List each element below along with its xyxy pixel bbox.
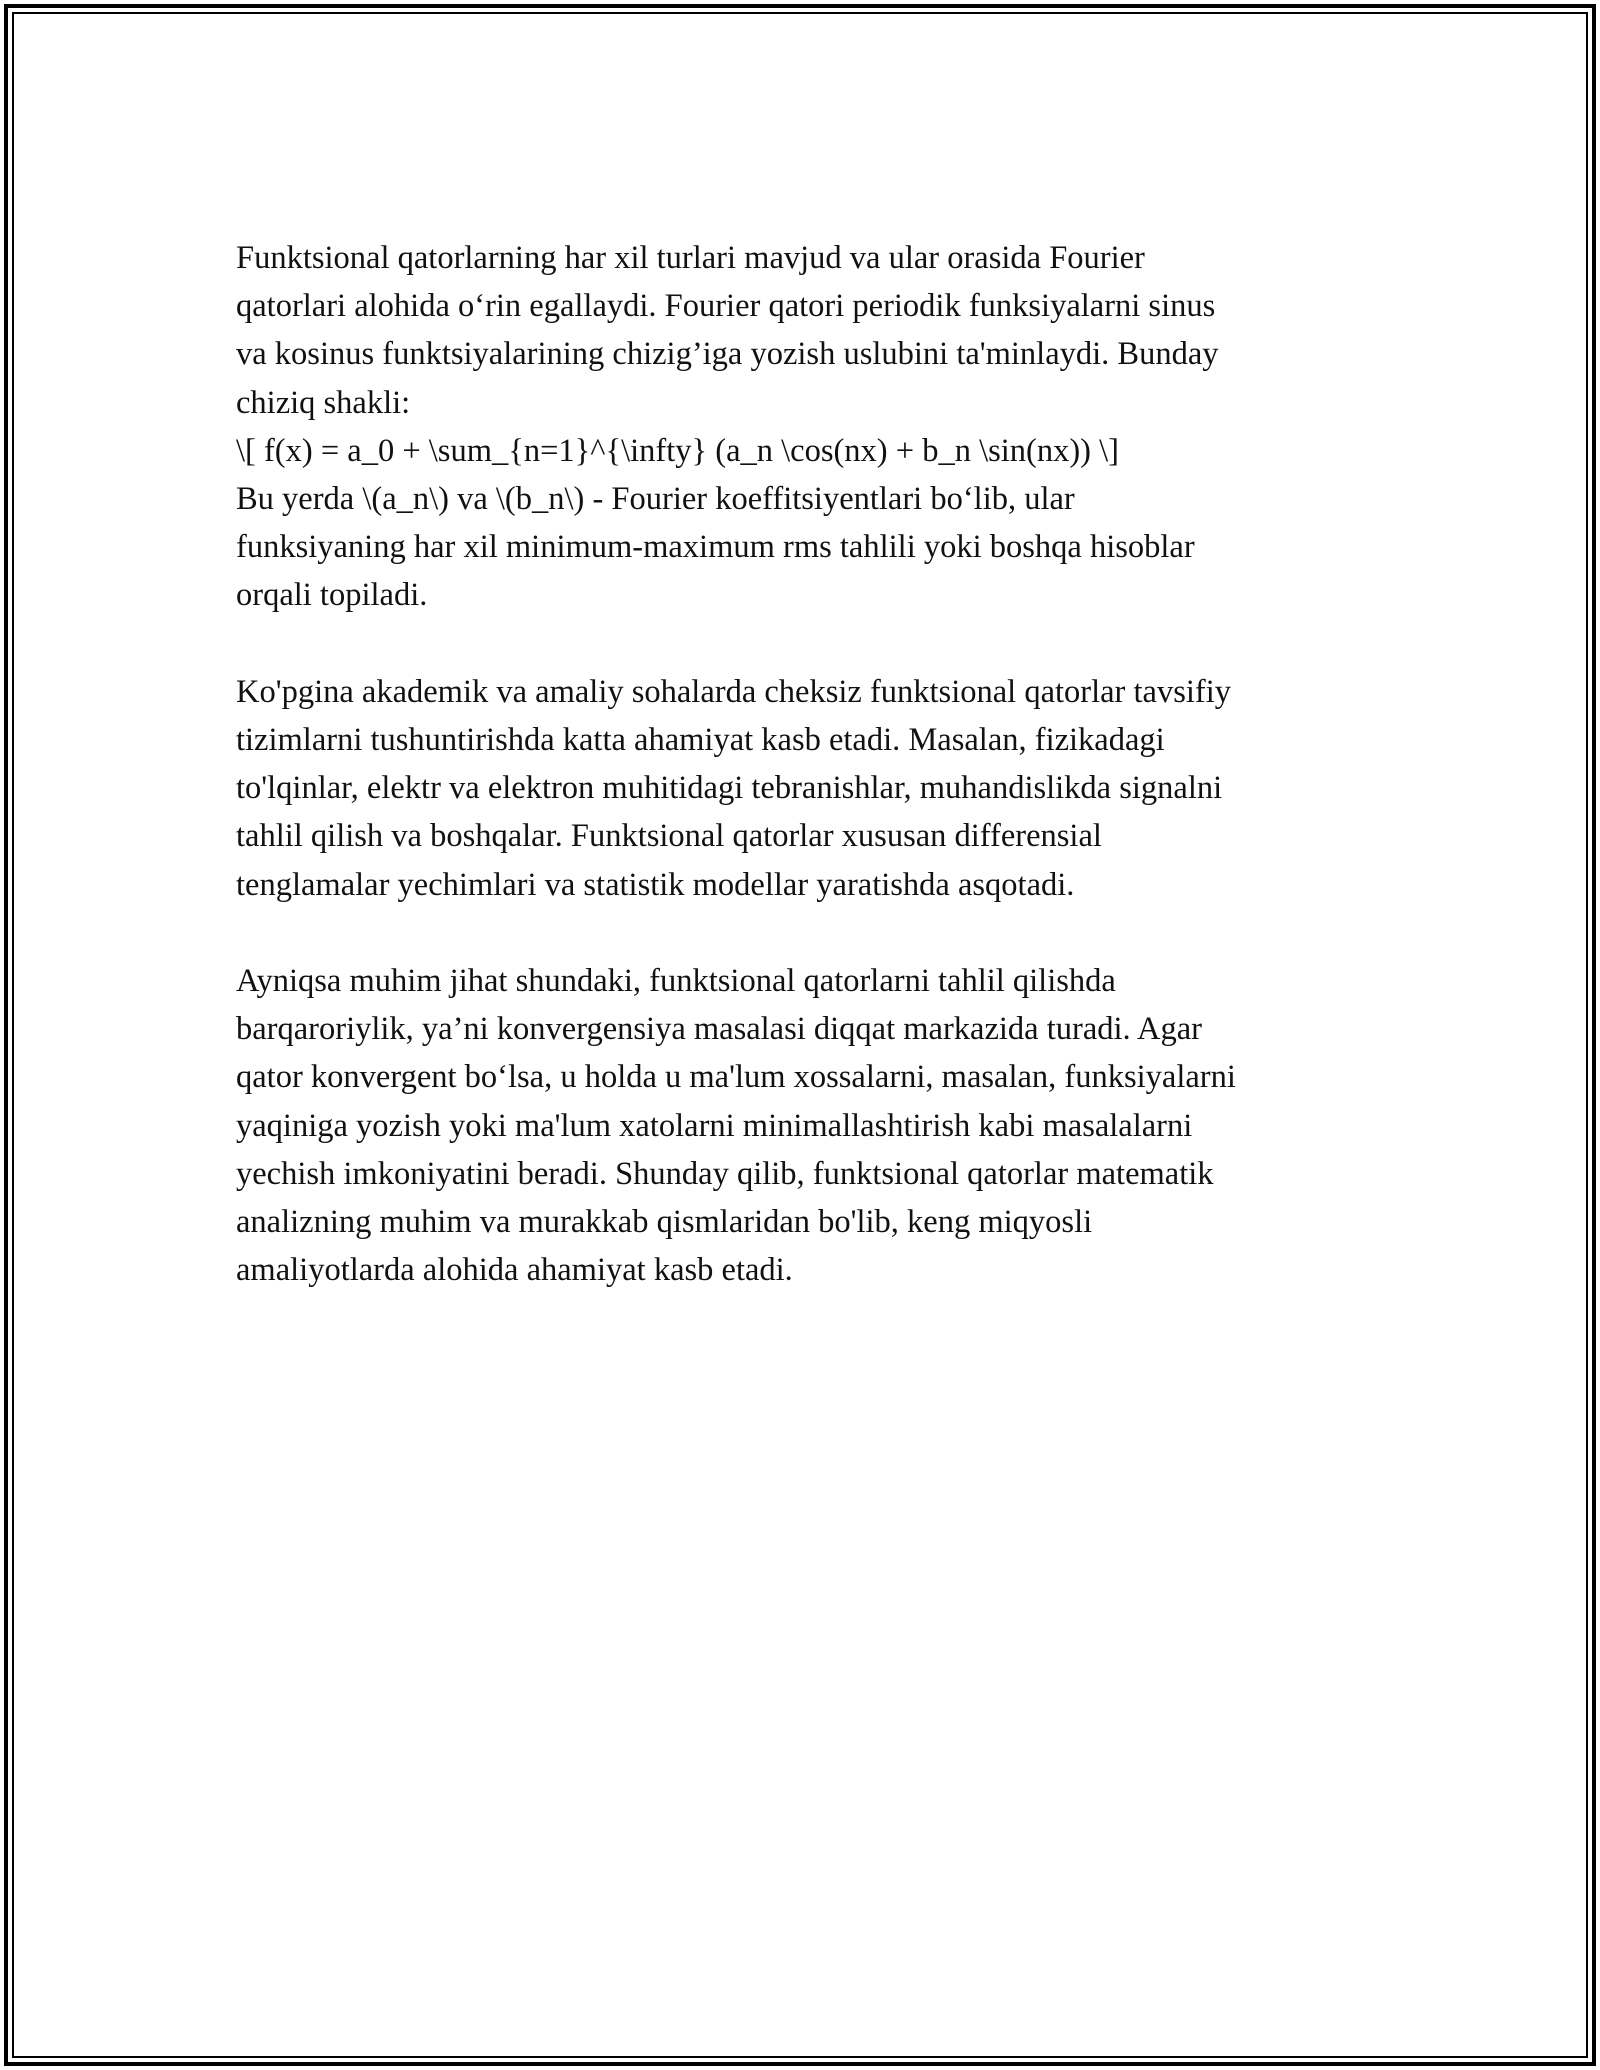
- text-line: Ayniqsa muhim jihat shundaki, funktsional qatorlarni tahlil qilishda: [236, 963, 1116, 1000]
- text-line: analizning muhim va murakkab qismlaridan bo'lib, keng miqyosli: [236, 1204, 1093, 1241]
- paragraph-fourier-series: [236, 234, 1376, 620]
- formula-line: \[ f(x) = a_0 + \sum_{n=1}^{\infty} (a_n \cos(nx) + b_n \sin(nx)) \]: [236, 432, 1119, 469]
- paragraph-convergence: [236, 957, 1376, 1294]
- text-line: tenglamalar yechimlari va statistik modellar yaratishda asqotadi.: [236, 866, 1075, 903]
- text-line: barqaroriylik, ya’ni konvergensiya masalasi diqqat markazida turadi. Agar: [236, 1011, 1202, 1048]
- paragraph-applications: [236, 668, 1376, 909]
- text-line: yaqiniga yozish yoki ma'lum xatolarni minimallashtirish kabi masalalarni: [236, 1107, 1193, 1144]
- text-line: Ko'pgina akademik va amaliy sohalarda cheksiz funktsional qatorlar tavsifiy: [236, 673, 1231, 710]
- text-line: va kosinus funktsiyalarining chizig’iga yozish uslubini ta'minlaydi. Bunday: [236, 336, 1219, 373]
- text-line: chiziq shakli:: [236, 384, 411, 421]
- text-line: orqali topiladi.: [236, 577, 428, 614]
- text-line: funksiyaning har xil minimum-maximum rms tahlili yoki boshqa hisoblar: [236, 529, 1195, 566]
- document-body: [236, 234, 1376, 1294]
- text-line: yechish imkoniyatini beradi. Shunday qilib, funktsional qatorlar matematik: [236, 1155, 1214, 1192]
- text-line: qator konvergent bo‘lsa, u holda u ma'lum xossalarni, masalan, funksiyalarni: [236, 1059, 1236, 1096]
- text-line: tizimlarni tushuntirishda katta ahamiyat kasb etadi. Masalan, fizikadagi: [236, 722, 1165, 759]
- text-line: Funktsional qatorlarning har xil turlari mavjud va ular orasida Fourier: [236, 240, 1145, 276]
- text-line: Bu yerda \(a_n\) va \(b_n\) - Fourier koeffitsiyentlari bo‘lib, ular: [236, 481, 1075, 518]
- text-line: amaliyotlarda alohida ahamiyat kasb etadi.: [236, 1252, 793, 1289]
- text-line: tahlil qilish va boshqalar. Funktsional qatorlar xususan differensial: [236, 818, 1102, 855]
- text-line: to'lqinlar, elektr va elektron muhitidagi tebranishlar, muhandislikda signalni: [236, 770, 1223, 807]
- text-line: qatorlari alohida o‘rin egallaydi. Fourier qatori periodik funksiyalarni sinus: [236, 288, 1216, 325]
